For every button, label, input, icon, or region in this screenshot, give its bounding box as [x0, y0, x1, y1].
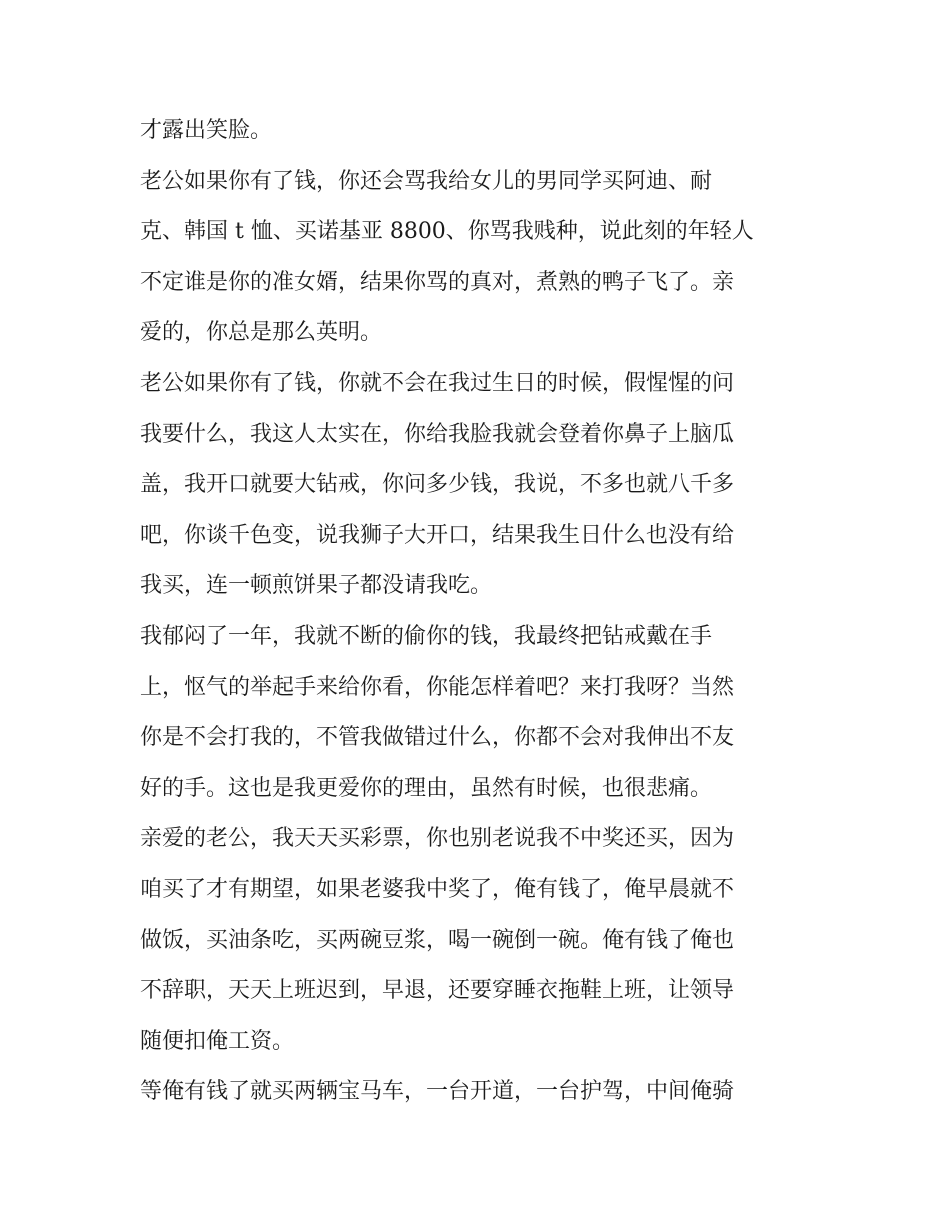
text-line: 盖，我开口就要大钻戒，你问多少钱，我说，不多也就八千多	[140, 472, 735, 498]
text-line: 随便扣俺工资。	[140, 1028, 295, 1054]
text-line: 我要什么，我这人太实在，你给我脸我就会登着你鼻子上脑瓜	[140, 421, 735, 447]
text-line: 咱买了才有期望，如果老婆我中奖了，俺有钱了，俺早晨就不	[140, 876, 735, 902]
text-line: 亲爱的老公，我天天买彩票，你也别老说我不中奖还买，因为	[140, 826, 735, 852]
text-line: 克、韩国 t 恤、买诺基亚 8800、你骂我贱种，说此刻的年轻人	[140, 219, 754, 245]
text-line: 吧，你谈千色变，说我狮子大开口，结果我生日什么也没有给	[140, 522, 735, 548]
text-line: 不辞职，天天上班迟到，早退，还要穿睡衣拖鞋上班，让领导	[140, 978, 735, 1004]
text-line: 爱的，你总是那么英明。	[140, 320, 383, 346]
text-line: 老公如果你有了钱，你还会骂我给女儿的男同学买阿迪、耐	[140, 168, 713, 194]
text-line: 好的手。这也是我更爱你的理由，虽然有时候，也很悲痛。	[140, 775, 713, 801]
text-line: 做饭，买油条吃，买两碗豆浆，喝一碗倒一碗。俺有钱了俺也	[140, 927, 735, 953]
document-body	[140, 106, 820, 1118]
text-line: 不定谁是你的准女婿，结果你骂的真对，煮熟的鸭子飞了。亲	[140, 269, 735, 295]
text-line: 才露出笑脸。	[140, 118, 273, 143]
text-line: 上，怄气的举起手来给你看，你能怎样着吧？来打我呀？当然	[140, 674, 735, 700]
text-line: 你是不会打我的，不管我做错过什么，你都不会对我伸出不友	[140, 725, 735, 751]
text-line: 等俺有钱了就买两辆宝马车，一台开道，一台护驾，中间俺骑	[140, 1079, 735, 1105]
text-line: 我郁闷了一年，我就不断的偷你的钱，我最终把钻戒戴在手	[140, 623, 713, 649]
text-line: 我买，连一顿煎饼果子都没请我吃。	[140, 573, 493, 599]
text-line: 老公如果你有了钱，你就不会在我过生日的时候，假惺惺的问	[140, 370, 735, 396]
